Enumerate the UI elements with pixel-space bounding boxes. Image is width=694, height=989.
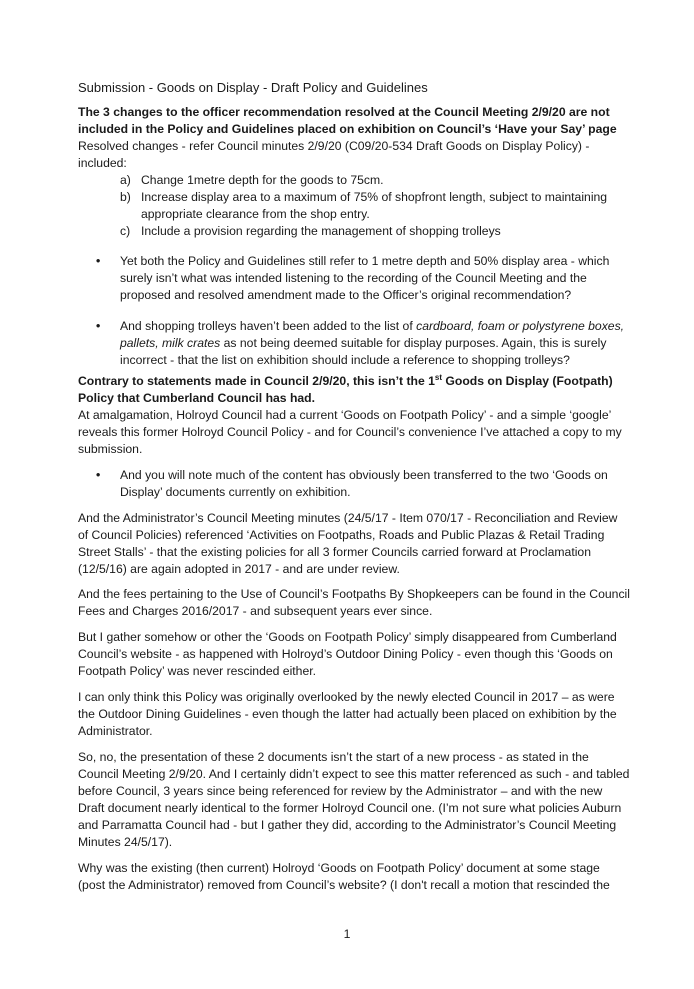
bullet-marker: •: [96, 468, 101, 482]
change-text: Increase display area to a maximum of 75% of shopfront length, subject to maintaining appropriate clearance from the shop entry.: [141, 190, 608, 221]
bullet-text: And shopping trolleys haven’t been added to the list of cardboard, foam or polystyrene boxes, pallets, milk crates as not being deemed suitable for display purposes. Again, this is surely incorrect - that the list on exhibition should include a reference to shopping trolleys?: [120, 319, 625, 367]
bullet-marker: •: [96, 254, 101, 268]
section-1-heading: The 3 changes to the officer recommendation resolved at the Council Meeting 2/9/20 are not included in the Policy and Guidelines placed on exhibition on Council’s ‘Have your Say’ page: [78, 105, 617, 136]
section-2-heading: Contrary to statements made in Council 2/9/20, this isn’t the 1st Goods on Display (Footpath) Policy that Cumberland Council has had.: [78, 372, 613, 405]
bullet-text: And you will note much of the content has obviously been transferred to the two ‘Goods on Display’ documents currently on exhibition.: [120, 468, 608, 499]
bullet-text: Yet both the Policy and Guidelines still refer to 1 metre depth and 50% display area - which surely isn’t what was intended listening to the recording of the Council Meeting and the proposed and resolved amendment made to the Officer’s original recommendation?: [120, 254, 610, 302]
paragraph: Why was the existing (then current) Holroyd ‘Goods on Footpath Policy’ document at some stage (post the Administrator) removed from Council’s website? (I don't recall a motion that rescinded the: [78, 861, 610, 892]
page-title: Submission - Goods on Display - Draft Policy and Guidelines: [78, 80, 428, 95]
paragraph: So, no, the presentation of these 2 documents isn’t the start of a new process - as stated in the Council Meeting 2/9/20. And I certainly didn’t expect to see this matter referenced as such - and tabled before Council, 3 years since being referenced for review by the Administrator – and with the new Draft document nearly identical to the former Holroyd Council one. (I’m not sure what policies Auburn and Parramatta Council had - but I gather they did, according to the Administrator’s Council Meeting Minutes 24/5/17).: [78, 750, 630, 849]
change-text: Change 1metre depth for the goods to 75cm.: [141, 173, 384, 187]
paragraph: And the fees pertaining to the Use of Council’s Footpaths By Shopkeepers can be found in the Council Fees and Charges 2016/2017 - and subsequent years ever since.: [78, 587, 630, 618]
bullet-item: [96, 467, 626, 501]
bullet-item: [96, 318, 626, 369]
page-number: 1: [343, 927, 351, 941]
paragraph: And the Administrator’s Council Meeting minutes (24/5/17 - Item 070/17 - Reconciliation and Review of Council Policies) referenced ‘Activities on Footpaths, Roads and Public Plazas & Retail Trading Street Stalls’ - that the existing policies for all 3 former Councils carried forward at Proclamation (12/5/16) are again adopted in 2017 - and are under review.: [78, 511, 618, 576]
change-item-a: [120, 172, 620, 189]
change-item-c: [120, 223, 620, 240]
paragraph: I can only think this Policy was originally overlooked by the newly elected Council in 2017 – as were the Outdoor Dining Guidelines - even though the latter had actually been placed on exhibition by the Administrator.: [78, 690, 617, 738]
change-label: a): [120, 173, 131, 187]
change-item-b: [120, 189, 620, 223]
bullet-marker: •: [96, 319, 101, 333]
paragraph: But I gather somehow or other the ‘Goods on Footpath Policy’ simply disappeared from Cumberland Council’s website - as happened with Holroyd’s Outdoor Dining Policy - even though this ‘Goods on Footpath Policy’ was never rescinded either.: [78, 630, 617, 678]
change-label: c): [120, 224, 131, 238]
change-text: Include a provision regarding the management of shopping trolleys: [141, 224, 501, 238]
italic-list: cardboard, foam or polystyrene boxes, pallets, milk crates: [120, 319, 625, 350]
bullet-item: [96, 253, 626, 304]
change-label: b): [120, 190, 131, 204]
paragraph: At amalgamation, Holroyd Council had a current ‘Goods on Footpath Policy’ - and a simple ‘google’ reveals this former Holroyd Council Policy - and for Council’s convenience I’ve attached a copy to my submission.: [78, 408, 622, 456]
section-1-intro: Resolved changes - refer Council minutes 2/9/20 (C09/20-534 Draft Goods on Display Policy) - included:: [78, 139, 590, 170]
